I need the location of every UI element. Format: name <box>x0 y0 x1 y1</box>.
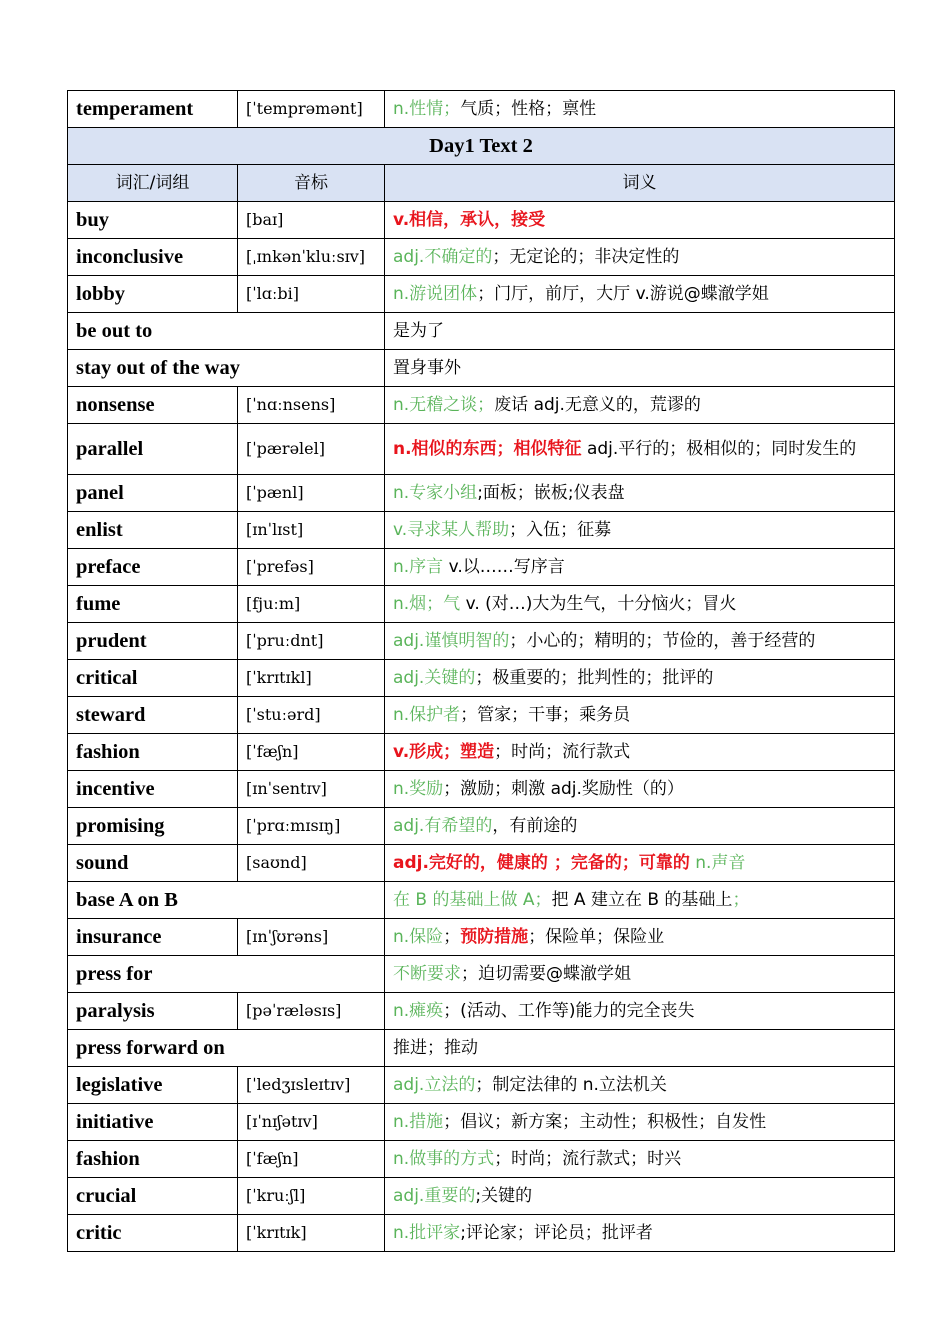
phonetic-cell <box>238 623 385 660</box>
table-row <box>68 660 895 697</box>
phonetic-text: [ɪnˈlɪst] <box>246 520 304 539</box>
table-row <box>68 993 895 1030</box>
table-row <box>68 1067 895 1104</box>
phonetic-text: [ˈkrɪtɪk] <box>246 1223 307 1242</box>
meaning-segment: ；小心的；精明的；节俭的，善于经营的 <box>509 631 816 651</box>
phonetic-cell <box>238 424 385 475</box>
meaning-segment: n.保险 <box>393 927 444 947</box>
meaning-cell <box>385 845 895 882</box>
meaning-cell <box>385 91 895 128</box>
meaning-segment: ；门厅，前厅，大厅 v.游说@蝶澈学姐 <box>477 284 769 304</box>
meaning-segment: adj.重要的 <box>393 1186 476 1206</box>
phonetic-text: [ˈpærəlel] <box>246 439 325 458</box>
meaning-segment: ；迫切需要@蝶澈学姐 <box>461 964 631 984</box>
word-cell: promising <box>68 808 238 845</box>
meaning-cell <box>385 808 895 845</box>
meaning-segment: ;关键的 <box>475 1186 533 1206</box>
meaning-segment: v.相信，承认，接受 <box>393 210 546 230</box>
meaning-segment: adj.有希望的 <box>393 816 493 836</box>
word-cell: fashion <box>68 734 238 771</box>
meaning-segment: ，有前途的 <box>492 816 578 836</box>
meaning-segment: ；激励；刺激 adj.奖励性（的） <box>443 779 684 799</box>
table-row <box>68 845 895 882</box>
meaning-segment: n.性情； <box>393 99 461 119</box>
table-row <box>68 771 895 808</box>
meaning-cell <box>385 697 895 734</box>
phonetic-text: [ˈpænl] <box>246 483 304 502</box>
header-word: 词汇/词组 <box>68 165 238 202</box>
phonetic-cell <box>238 1067 385 1104</box>
meaning-segment: 是为了 <box>393 321 444 341</box>
meaning-segment: 推进；推动 <box>393 1038 478 1058</box>
meaning-cell <box>385 1215 895 1252</box>
meaning-segment: 废话 adj.无意义的，荒谬的 <box>494 395 701 415</box>
meaning-segment: n.专家小组 <box>393 483 478 503</box>
meaning-segment: n.声音 <box>689 853 746 873</box>
word-cell: steward <box>68 697 238 734</box>
table-row <box>68 276 895 313</box>
word-cell: stay out of the way <box>68 350 385 387</box>
meaning-segment: adj.立法的 <box>393 1075 476 1095</box>
word-cell: critic <box>68 1215 238 1252</box>
meaning-segment: ；时尚；流行款式；时兴 <box>494 1149 682 1169</box>
meaning-segment: ;面板；嵌板;仪表盘 <box>477 483 625 503</box>
vocabulary-table-body <box>68 91 895 1252</box>
phonetic-cell <box>238 202 385 239</box>
meaning-segment: ;评论家；评论员；批评者 <box>460 1223 653 1243</box>
meaning-segment: 在 B 的基础上做 A； <box>393 890 552 910</box>
word-cell: critical <box>68 660 238 697</box>
table-row <box>68 956 895 993</box>
phonetic-text: [ˈfæʃn] <box>246 742 299 761</box>
meaning-segment: adj.平行的；极相似的；同时发生的 <box>581 439 857 459</box>
table-row <box>68 350 895 387</box>
word-cell: sound <box>68 845 238 882</box>
table-row <box>68 623 895 660</box>
meaning-segment: ；无定论的；非决定性的 <box>492 247 680 267</box>
meaning-segment: adj.完好的，健康的 ；完备的；可靠的 <box>393 853 690 873</box>
meaning-cell <box>385 586 895 623</box>
phonetic-cell <box>238 475 385 512</box>
meaning-cell <box>385 1104 895 1141</box>
meaning-cell <box>385 919 895 956</box>
phonetic-text: [ˈprɑːmɪsɪŋ] <box>246 816 341 835</box>
word-cell: fume <box>68 586 238 623</box>
word-cell: press for <box>68 956 385 993</box>
meaning-cell <box>385 424 895 475</box>
meaning-segment: ；倡议；新方案；主动性；积极性；自发性 <box>443 1112 767 1132</box>
phonetic-cell <box>238 993 385 1030</box>
meaning-cell <box>385 660 895 697</box>
phonetic-text: [fjuːm] <box>246 594 301 613</box>
word-cell: panel <box>68 475 238 512</box>
phonetic-text: [pəˈræləsɪs] <box>246 1001 342 1020</box>
meaning-segment: 气质；性格；禀性 <box>460 99 597 119</box>
header-meaning: 词义 <box>385 165 895 202</box>
table-row <box>68 697 895 734</box>
table-row <box>68 1104 895 1141</box>
table-row <box>68 1141 895 1178</box>
phonetic-text: [ˈprefəs] <box>246 557 314 576</box>
word-cell: base A on B <box>68 882 385 919</box>
table-row <box>68 475 895 512</box>
word-cell: incentive <box>68 771 238 808</box>
phonetic-cell <box>238 808 385 845</box>
section-title: Day1 Text 2 <box>68 128 895 165</box>
phonetic-cell <box>238 276 385 313</box>
meaning-segment: n.相似的东西；相似特征 <box>393 439 582 459</box>
phonetic-text: [ɪˈnɪʃətɪv] <box>246 1112 318 1131</box>
meaning-segment: ； <box>443 927 461 947</box>
table-row <box>68 1030 895 1067</box>
phonetic-text: [ˈnɑːnsens] <box>246 395 336 414</box>
meaning-segment: ；(活动、工作等)能力的完全丧失 <box>443 1001 695 1021</box>
meaning-cell <box>385 202 895 239</box>
phonetic-cell <box>238 697 385 734</box>
meaning-segment: ；入伍；征募 <box>509 520 612 540</box>
meaning-segment: n.瘫痪 <box>393 1001 444 1021</box>
phonetic-cell <box>238 734 385 771</box>
header-phonetic: 音标 <box>238 165 385 202</box>
word-cell: buy <box>68 202 238 239</box>
meaning-segment: n.措施 <box>393 1112 444 1132</box>
phonetic-cell <box>238 660 385 697</box>
word-cell: lobby <box>68 276 238 313</box>
meaning-segment: ；管家；干事；乘务员 <box>460 705 631 725</box>
meaning-cell <box>385 549 895 586</box>
column-header-row <box>68 165 895 202</box>
meaning-segment: n.烟；气 <box>393 594 461 614</box>
table-row <box>68 239 895 276</box>
phonetic-text: [ˈkruːʃl] <box>246 1186 306 1205</box>
table-row <box>68 919 895 956</box>
table-row <box>68 313 895 350</box>
table-row <box>68 424 895 475</box>
word-cell: paralysis <box>68 993 238 1030</box>
phonetic-text: [ˈledʒɪsleɪtɪv] <box>246 1075 351 1094</box>
word-cell: prudent <box>68 623 238 660</box>
meaning-cell <box>385 475 895 512</box>
meaning-cell <box>385 1178 895 1215</box>
phonetic-text: [ˈpruːdnt] <box>246 631 324 650</box>
word-cell: preface <box>68 549 238 586</box>
meaning-segment: adj.不确定的 <box>393 247 493 267</box>
table-row <box>68 586 895 623</box>
meaning-cell <box>385 734 895 771</box>
word-cell: inconclusive <box>68 239 238 276</box>
meaning-segment: n.批评家 <box>393 1223 461 1243</box>
meaning-segment: v.寻求某人帮助 <box>393 520 510 540</box>
phonetic-cell <box>238 1215 385 1252</box>
meaning-segment: v. (对…)大为生气，十分恼火；冒火 <box>460 594 737 614</box>
phonetic-text: [baɪ] <box>246 210 284 229</box>
table-row <box>68 734 895 771</box>
meaning-cell <box>385 771 895 808</box>
word-cell: crucial <box>68 1178 238 1215</box>
meaning-segment: 把 A 建立在 B 的基础上 <box>551 890 733 910</box>
phonetic-cell <box>238 387 385 424</box>
phonetic-text: [ɪnˈsentɪv] <box>246 779 327 798</box>
meaning-cell <box>385 350 895 387</box>
meaning-segment: n.无稽之谈； <box>393 395 495 415</box>
meaning-segment: n.做事的方式 <box>393 1149 495 1169</box>
meaning-cell <box>385 387 895 424</box>
word-cell: press forward on <box>68 1030 385 1067</box>
meaning-segment: adj.谨慎明智的 <box>393 631 510 651</box>
word-cell: fashion <box>68 1141 238 1178</box>
phonetic-text: [ˌɪnkənˈkluːsɪv] <box>246 247 366 266</box>
table-row <box>68 1215 895 1252</box>
meaning-segment: n.序言 <box>393 557 444 577</box>
phonetic-cell <box>238 586 385 623</box>
meaning-segment: adj.关键的 <box>393 668 476 688</box>
meaning-segment: v.以……写序言 <box>443 557 565 577</box>
meaning-cell <box>385 276 895 313</box>
word-cell: be out to <box>68 313 385 350</box>
word-cell: parallel <box>68 424 238 475</box>
section-title-row <box>68 128 895 165</box>
word-cell: insurance <box>68 919 238 956</box>
meaning-cell <box>385 956 895 993</box>
meaning-segment: ； <box>732 890 750 910</box>
phonetic-cell <box>238 919 385 956</box>
meaning-segment: n.奖励 <box>393 779 444 799</box>
table-row <box>68 1178 895 1215</box>
meaning-segment: 置身事外 <box>393 358 461 378</box>
phonetic-text: [ˈlɑːbi] <box>246 284 299 303</box>
table-row-first <box>68 91 895 128</box>
phonetic-text: [ˈtemprəmənt] <box>246 99 363 118</box>
meaning-cell <box>385 1067 895 1104</box>
meaning-cell <box>385 512 895 549</box>
meaning-cell <box>385 993 895 1030</box>
table-row <box>68 549 895 586</box>
word-cell: enlist <box>68 512 238 549</box>
meaning-cell <box>385 882 895 919</box>
word-cell: legislative <box>68 1067 238 1104</box>
phonetic-text: [saʊnd] <box>246 853 307 872</box>
meaning-segment: 不断要求 <box>393 964 461 984</box>
phonetic-text: [ˈkrɪtɪkl] <box>246 668 312 687</box>
word-cell: initiative <box>68 1104 238 1141</box>
table-row <box>68 808 895 845</box>
phonetic-text: [ˈfæʃn] <box>246 1149 299 1168</box>
meaning-segment: ；保险单；保险业 <box>528 927 665 947</box>
table-row <box>68 882 895 919</box>
phonetic-cell <box>238 512 385 549</box>
meaning-segment: ；时尚；流行款式 <box>494 742 631 762</box>
meaning-cell <box>385 1141 895 1178</box>
phonetic-cell <box>238 91 385 128</box>
word-cell: temperament <box>68 91 238 128</box>
meaning-segment: 预防措施 <box>460 927 529 947</box>
phonetic-text: [ɪnˈʃʊrəns] <box>246 927 329 946</box>
phonetic-cell <box>238 845 385 882</box>
phonetic-cell <box>238 1141 385 1178</box>
phonetic-cell <box>238 1104 385 1141</box>
meaning-segment: ；极重要的；批判性的；批评的 <box>475 668 714 688</box>
meaning-cell <box>385 1030 895 1067</box>
meaning-segment: n.保护者 <box>393 705 461 725</box>
phonetic-text: [ˈstuːərd] <box>246 705 321 724</box>
meaning-cell <box>385 239 895 276</box>
meaning-segment: v.形成；塑造 <box>393 742 495 762</box>
table-row <box>68 512 895 549</box>
vocabulary-table <box>67 90 895 1252</box>
meaning-cell <box>385 623 895 660</box>
phonetic-cell <box>238 771 385 808</box>
phonetic-cell <box>238 549 385 586</box>
table-row <box>68 202 895 239</box>
phonetic-cell <box>238 239 385 276</box>
phonetic-cell <box>238 1178 385 1215</box>
word-cell: nonsense <box>68 387 238 424</box>
meaning-segment: ；制定法律的 n.立法机关 <box>475 1075 667 1095</box>
meaning-segment: n.游说团体 <box>393 284 478 304</box>
meaning-cell <box>385 313 895 350</box>
table-row <box>68 387 895 424</box>
